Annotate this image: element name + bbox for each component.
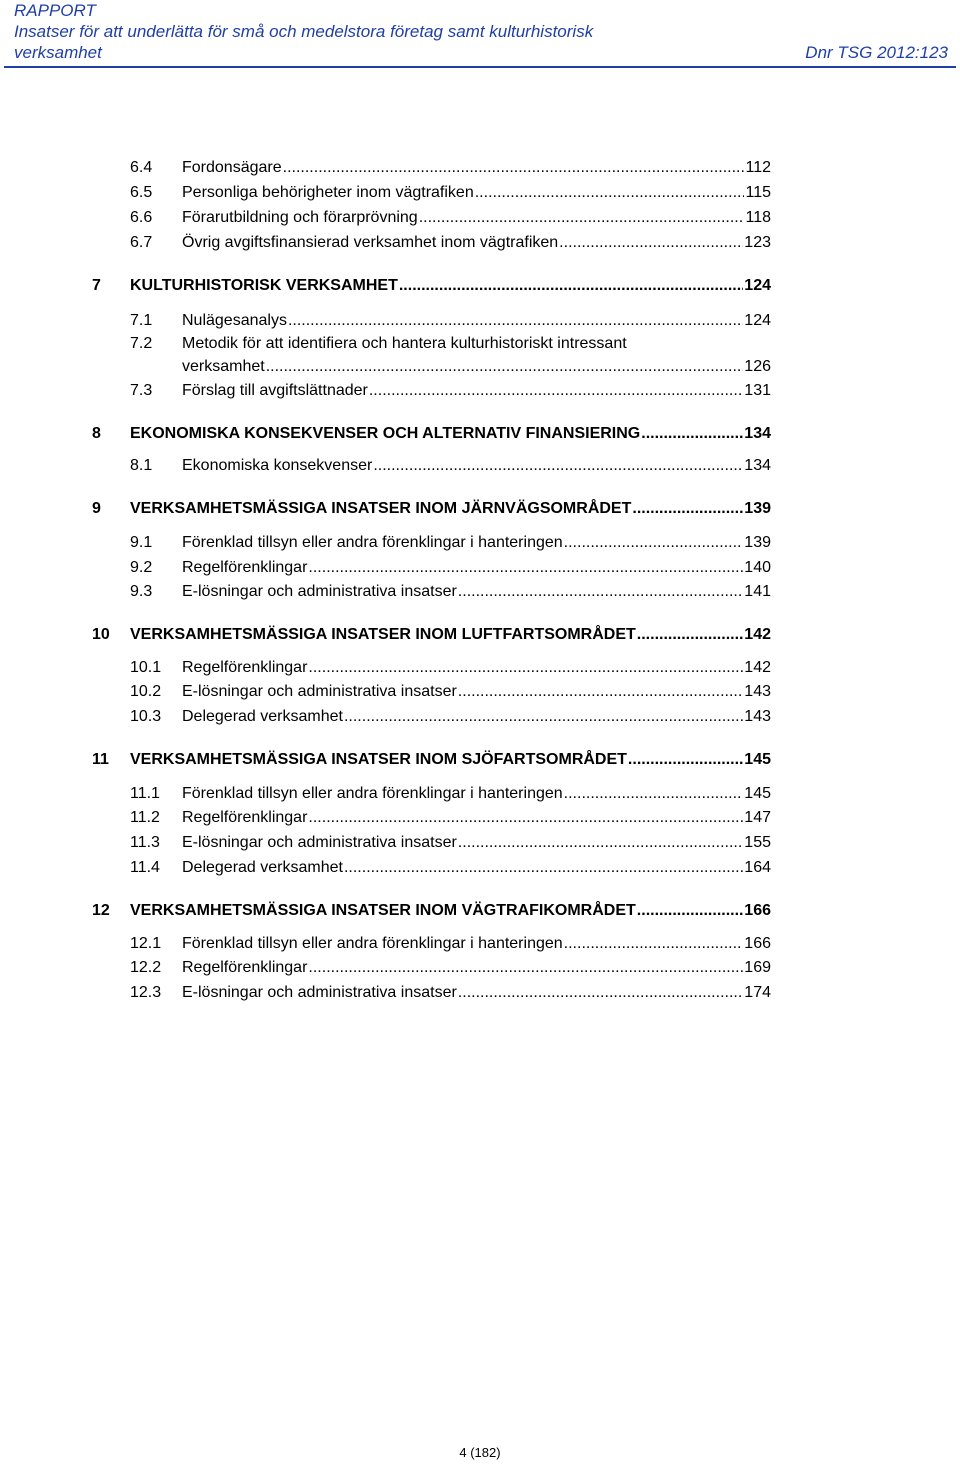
toc-entry-title: VERKSAMHETSMÄSSIGA INSATSER INOM VÄGTRAFIKOMRÅDET: [130, 902, 636, 919]
toc-dot-leader: [369, 381, 743, 401]
toc-entry-page: 145: [744, 785, 771, 802]
toc-entry-title: Förenklad tillsyn eller andra förenklingar i hanteringen: [182, 534, 563, 551]
toc-entry-page: 123: [744, 234, 771, 251]
toc-entry-page: 139: [744, 500, 771, 517]
toc-entry-number: 6.7: [130, 234, 153, 251]
toc-entry-title: Övrig avgiftsfinansierad verksamhet inom vägtrafiken: [182, 234, 559, 251]
toc-entry-number: 11.3: [130, 834, 160, 851]
toc-entry-number: 6.4: [130, 159, 153, 176]
toc-dot-leader: [373, 456, 743, 476]
toc-entry-title: EKONOMISKA KONSEKVENSER OCH ALTERNATIV FINANSIERING: [130, 425, 641, 442]
toc-dot-leader: [283, 158, 745, 178]
toc-entry-page: 174: [744, 984, 771, 1001]
toc-dot-leader: [458, 682, 744, 702]
toc-entry-number: 7.1: [130, 312, 153, 329]
toc-entry-number: 10.2: [130, 683, 162, 700]
toc-entry-number: 11.4: [130, 859, 160, 876]
toc-entry-number: 12: [92, 902, 110, 919]
toc-entry-number: 9.2: [130, 559, 153, 576]
toc-entry-page: 155: [744, 834, 771, 851]
document-reference: Dnr TSG 2012:123: [805, 43, 948, 62]
toc-entry-page: 166: [744, 935, 771, 952]
toc-dot-leader: [564, 784, 744, 804]
toc-entry-page: 139: [744, 534, 771, 551]
toc-entry-title: KULTURHISTORISK VERKSAMHET: [130, 277, 398, 294]
toc-entry-title: Delegerad verksamhet: [182, 708, 343, 725]
toc-entry-number: 9.3: [130, 583, 153, 600]
toc-entry-title-continuation: verksamhet: [182, 358, 265, 375]
toc-entry-title: VERKSAMHETSMÄSSIGA INSATSER INOM JÄRNVÄGSOMRÅDET: [130, 500, 632, 517]
toc-dot-leader: [308, 658, 743, 678]
toc-entry-number: 10.1: [130, 659, 162, 676]
toc-entry-number: 11.2: [130, 809, 160, 826]
toc-dot-leader: [344, 858, 743, 878]
toc-entry-number: 9: [92, 500, 101, 517]
toc-entry-title: Förarutbildning och förarprövning: [182, 209, 418, 226]
toc-entry-page: 124: [744, 277, 771, 294]
toc-entry-number: 11.1: [130, 785, 160, 802]
toc-entry-page: 141: [744, 583, 771, 600]
page-header: [14, 0, 948, 63]
toc-entry-page: 118: [745, 209, 771, 226]
toc-entry-page: 140: [744, 559, 771, 576]
toc-entry-title: Förenklad tillsyn eller andra förenklingar i hanteringen: [182, 785, 563, 802]
toc-dot-leader: [399, 276, 743, 296]
page-number: 4 (182): [459, 1445, 501, 1460]
toc-entry-title: Regelförenklingar: [182, 959, 308, 976]
toc-entry-number: 12.2: [130, 959, 162, 976]
toc-entry-title: Nulägesanalys: [182, 312, 287, 329]
toc-entry-number: 8: [92, 425, 101, 442]
toc-entry-title: Regelförenklingar: [182, 659, 308, 676]
toc-entry-page: 143: [744, 683, 771, 700]
toc-entry-page: 169: [744, 959, 771, 976]
toc-entry-number: 12.1: [130, 935, 162, 952]
toc-dot-leader: [308, 958, 743, 978]
toc-entry-page: 124: [744, 312, 771, 329]
toc-entry-page: 145: [744, 751, 771, 768]
toc-entry-number: 7.3: [130, 382, 153, 399]
toc-entry-title: Personliga behörigheter inom vägtrafiken: [182, 184, 474, 201]
toc-dot-leader: [641, 424, 743, 444]
toc-entry-page: 147: [744, 809, 771, 826]
toc-entry-number: 8.1: [130, 457, 153, 474]
toc-dot-leader: [458, 983, 744, 1003]
toc-dot-leader: [308, 558, 743, 578]
toc-entry-title: E-lösningar och administrativa insatser: [182, 583, 457, 600]
toc-dot-leader: [458, 582, 744, 602]
toc-entry-page: 131: [744, 382, 771, 399]
toc-entry-title: Fordonsägare: [182, 159, 282, 176]
report-title-line-2: verksamhet: [14, 43, 102, 62]
toc-dot-leader: [637, 901, 744, 921]
toc-dot-leader: [344, 707, 743, 727]
toc-entry-title: VERKSAMHETSMÄSSIGA INSATSER INOM SJÖFARTSOMRÅDET: [130, 751, 627, 768]
toc-dot-leader: [564, 934, 744, 954]
toc-entry-page: 143: [744, 708, 771, 725]
toc-dot-leader: [266, 357, 744, 377]
toc-dot-leader: [564, 533, 744, 553]
toc-entry-number: 6.6: [130, 209, 153, 226]
toc-entry-page: 166: [744, 902, 771, 919]
toc-entry-title: Regelförenklingar: [182, 809, 308, 826]
toc-entry-title: E-lösningar och administrativa insatser: [182, 984, 457, 1001]
toc-entry-page: 134: [744, 457, 771, 474]
report-title-line-1: Insatser för att underlätta för små och medelstora företag samt kulturhistorisk: [14, 22, 594, 41]
toc-entry-page: 112: [745, 159, 771, 176]
toc-entry-title: Ekonomiska konsekvenser: [182, 457, 373, 474]
toc-entry-number: 12.3: [130, 984, 162, 1001]
toc-dot-leader: [419, 208, 745, 228]
toc-entry-page: 142: [744, 626, 771, 643]
toc-entry-page: 115: [745, 184, 771, 201]
toc-entry-number: 10.3: [130, 708, 162, 725]
toc-dot-leader: [458, 833, 744, 853]
toc-dot-leader: [308, 808, 743, 828]
toc-entry-number: 6.5: [130, 184, 153, 201]
toc-entry-title: Delegerad verksamhet: [182, 859, 343, 876]
toc-dot-leader: [475, 183, 745, 203]
toc-entry-number: 11: [92, 751, 109, 768]
toc-dot-leader: [288, 311, 743, 331]
toc-entry-page: 142: [744, 659, 771, 676]
toc-entry-number: 9.1: [130, 534, 153, 551]
toc-dot-leader: [628, 750, 743, 770]
toc-entry-page: 164: [744, 859, 771, 876]
toc-entry-number: 7.2: [130, 335, 153, 352]
toc-entry-page: 134: [744, 425, 771, 442]
toc-entry-title: Metodik för att identifiera och hantera kulturhistoriskt intressant: [182, 335, 627, 352]
toc-entry-number: 10: [92, 626, 110, 643]
toc-entry-title: Förenklad tillsyn eller andra förenklingar i hanteringen: [182, 935, 563, 952]
toc-entry-title: E-lösningar och administrativa insatser: [182, 683, 457, 700]
header-divider: [4, 66, 956, 68]
toc-entry-title: E-lösningar och administrativa insatser: [182, 834, 457, 851]
toc-entry-title: Förslag till avgiftslättnader: [182, 382, 368, 399]
toc-dot-leader: [559, 233, 743, 253]
toc-dot-leader: [632, 499, 743, 519]
toc-entry-page: 126: [744, 358, 771, 375]
toc-entry-title: Regelförenklingar: [182, 559, 308, 576]
toc-dot-leader: [637, 625, 744, 645]
toc-entry-title: VERKSAMHETSMÄSSIGA INSATSER INOM LUFTFARTSOMRÅDET: [130, 626, 636, 643]
report-label: RAPPORT: [14, 1, 96, 20]
toc-entry-number: 7: [92, 277, 101, 294]
header-row-3: [14, 42, 948, 63]
